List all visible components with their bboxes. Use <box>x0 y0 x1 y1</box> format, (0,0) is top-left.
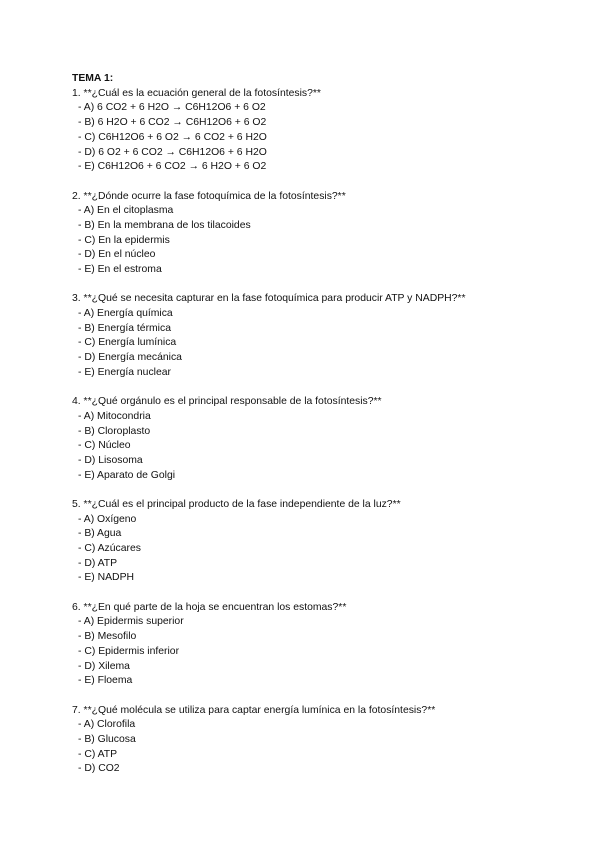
question-text: 3. **¿Qué se necesita capturar en la fase fotoquímica para producir ATP y NADPH?** <box>72 293 466 305</box>
answer-option: - D) Energía mecánica <box>78 352 182 364</box>
answer-option: - C) Energía lumínica <box>78 337 177 349</box>
answer-option: - A) Clorofila <box>78 719 136 731</box>
answer-option: - C) C6H12O6 + 6 O2 → 6 CO2 + 6 H2O <box>78 131 267 143</box>
answer-option: - B) En la membrana de los tilacoides <box>78 219 251 231</box>
answer-option: - A) Mitocondria <box>78 410 151 422</box>
answer-option: - B) Cloroplasto <box>78 425 151 437</box>
question-text: 6. **¿En qué parte de la hoja se encuentran los estomas?** <box>72 601 347 613</box>
question-text: 4. **¿Qué orgánulo es el principal responsable de la fotosíntesis?** <box>72 396 382 408</box>
answer-option: - E) C6H12O6 + 6 CO2 → 6 H2O + 6 O2 <box>78 161 267 173</box>
answer-option: - B) 6 H2O + 6 CO2 → C6H12O6 + 6 O2 <box>78 117 267 129</box>
answer-option: - E) Floema <box>78 675 133 687</box>
answer-option: - E) Aparato de Golgi <box>78 469 176 481</box>
answer-option: - E) NADPH <box>78 572 134 584</box>
question-text: 7. **¿Qué molécula se utiliza para captar energía lumínica en la fotosíntesis?** <box>72 704 436 716</box>
answer-option: - D) ATP <box>78 557 118 569</box>
answer-option: - D) Xilema <box>78 660 130 672</box>
document-body <box>72 72 542 792</box>
answer-option: - B) Energía térmica <box>78 322 171 334</box>
answer-option: - D) Lisosoma <box>78 454 143 466</box>
answer-option: - B) Mesofilo <box>78 631 137 643</box>
question-text: 5. **¿Cuál es el principal producto de la fase independiente de la luz?** <box>72 498 401 510</box>
document-title: TEMA 1: <box>72 73 114 84</box>
answer-option: - B) Glucosa <box>78 733 136 745</box>
question-list <box>72 87 542 777</box>
answer-option: - D) 6 O2 + 6 CO2 → C6H12O6 + 6 H2O <box>78 146 267 158</box>
question-text: 2. **¿Dónde ocurre la fase fotoquímica de la fotosíntesis?** <box>72 190 346 202</box>
answer-option: - A) Epidermis superior <box>78 616 184 628</box>
answer-option: - C) ATP <box>78 748 118 760</box>
question-block <box>72 704 542 778</box>
answer-option: - B) Agua <box>78 528 122 540</box>
question-block <box>72 498 542 586</box>
question-block <box>72 601 542 689</box>
answer-option: - C) Núcleo <box>78 440 131 452</box>
question-block <box>72 87 542 175</box>
answer-option: - C) Epidermis inferior <box>78 645 180 657</box>
answer-option: - D) En el núcleo <box>78 249 156 261</box>
question-block <box>72 292 542 380</box>
answer-option: - A) En el citoplasma <box>78 205 174 217</box>
answer-option: - D) CO2 <box>78 763 120 775</box>
answer-option: - E) Energía nuclear <box>78 366 171 378</box>
answer-option: - A) 6 CO2 + 6 H2O → C6H12O6 + 6 O2 <box>78 102 266 114</box>
question-block <box>72 190 542 278</box>
answer-option: - E) En el estroma <box>78 264 162 276</box>
question-block <box>72 395 542 483</box>
answer-option: - C) En la epidermis <box>78 234 170 246</box>
question-text: 1. **¿Cuál es la ecuación general de la fotosíntesis?** <box>72 87 321 99</box>
answer-option: - A) Energía química <box>78 308 173 320</box>
answer-option: - C) Azúcares <box>78 543 141 555</box>
answer-option: - A) Oxígeno <box>78 513 137 525</box>
